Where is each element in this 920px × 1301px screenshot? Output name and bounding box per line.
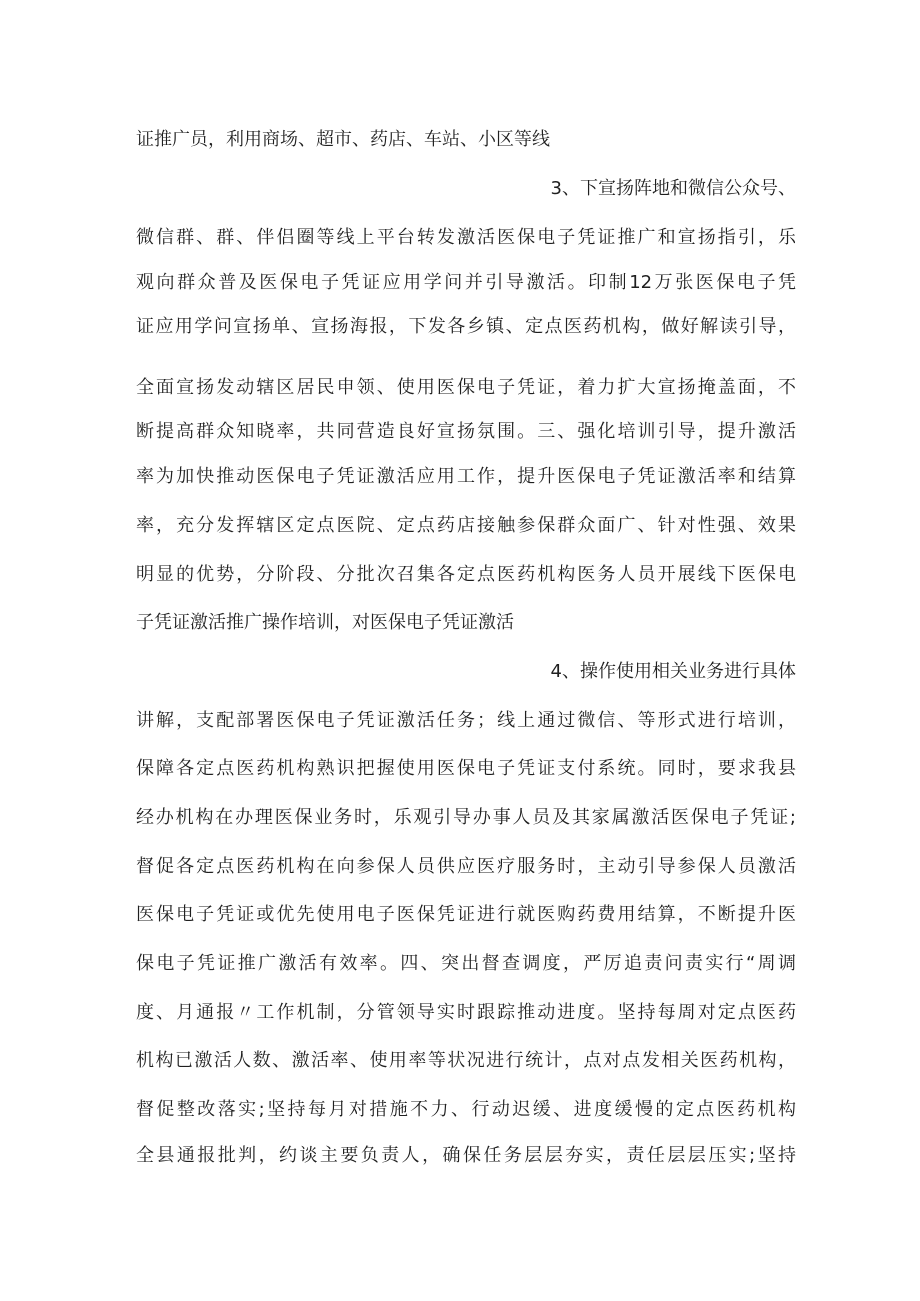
- text-line: 督促各定点医药机构在向参保人员供应医疗服务时，主动引导参保人员激活: [136, 856, 796, 877]
- text-line: 度、月通报〃工作机制，分管领导实时跟踪推动进度。坚持每周对定点医药: [136, 1002, 796, 1023]
- text-line: 明显的优势，分阶段、分批次召集各定点医药机构医务人员开展线下医保电: [136, 564, 796, 585]
- text-line: 全县通报批判，约谈主要负责人，确保任务层层夯实，责任层层压实;坚持: [136, 1145, 796, 1166]
- text-line: 观向群众普及医保电子凭证应用学问并引导激活。印制12万张医保电子凭: [136, 272, 796, 293]
- text-line: 率，充分发挥辖区定点医院、定点药店接触参保群众面广、针对性强、效果: [136, 515, 796, 536]
- text-line: 断提高群众知晓率，共同营造良好宣扬氛围。三、强化培训引导，提升激活: [136, 421, 796, 442]
- text-line: 率为加快推动医保电子凭证激活应用工作，提升医保电子凭证激活率和结算: [136, 466, 796, 487]
- text-line: 督促整改落实;坚持每月对措施不力、行动迟缓、进度缓慢的定点医药机构: [136, 1099, 796, 1120]
- text-line: 保电子凭证推广激活有效率。四、突出督查调度，严厉追责问责实行“周调: [136, 953, 796, 974]
- text-line: 子凭证激活推广操作培训，对医保电子凭证激活: [136, 612, 514, 633]
- text-line: 医保电子凭证或优先使用电子医保凭证进行就医购药费用结算，不断提升医: [136, 904, 796, 925]
- text-line: 4、操作使用相关业务进行具体: [550, 661, 796, 682]
- text-line: 证推广员，利用商场、超市、药店、车站、小区等线: [136, 129, 550, 150]
- text-line: 机构已激活人数、激活率、使用率等状况进行统计，点对点发相关医药机构，: [136, 1050, 796, 1071]
- text-line: 3、下宣扬阵地和微信公众号、: [550, 178, 796, 199]
- text-line: 讲解，支配部署医保电子凭证激活任务；线上通过微信、等形式进行培训，: [136, 710, 796, 731]
- text-line: 经办机构在办理医保业务时，乐观引导办事人员及其家属激活医保电子凭证;: [136, 807, 796, 828]
- text-line: 证应用学问宣扬单、宣扬海报，下发各乡镇、定点医药机构，做好解读引导，: [136, 316, 796, 337]
- text-line: 保障各定点医药机构熟识把握使用医保电子凭证支付系统。同时，要求我县: [136, 758, 796, 779]
- text-line: 全面宣扬发动辖区居民申领、使用医保电子凭证，着力扩大宣扬掩盖面，不: [136, 377, 796, 398]
- text-line: 微信群、群、伴侣圈等线上平台转发激活医保电子凭证推广和宣扬指引，乐: [136, 227, 796, 248]
